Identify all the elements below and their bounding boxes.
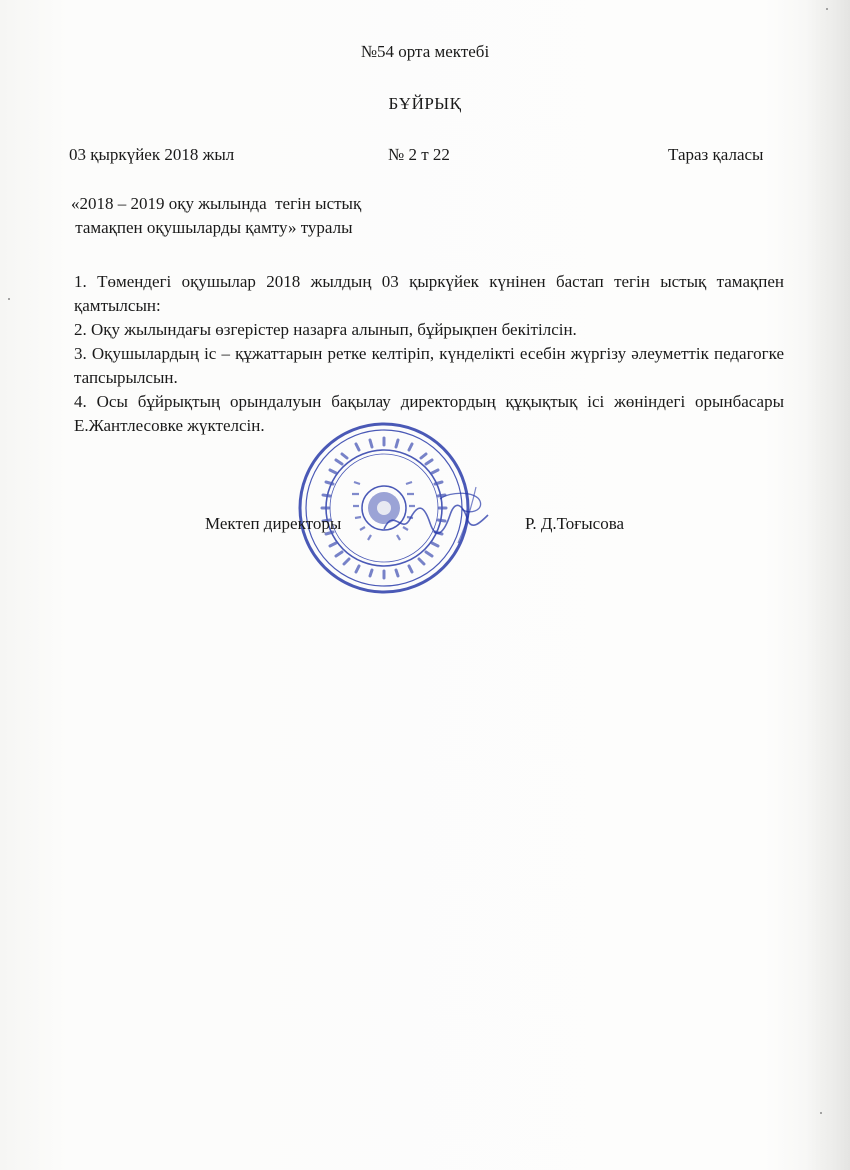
- order-city: Тараз қаласы: [668, 145, 764, 164]
- order-item: 1. Төмендегі оқушылар 2018 жылдың 03 қыркүйек күнінен бастап тегін ыстық тамақпен қамтылсын:: [74, 272, 784, 315]
- subject-line: «2018 – 2019 оқу жылында тегін ыстық: [71, 194, 362, 213]
- order-subject: [71, 192, 361, 240]
- order-item: 2. Оқу жылындағы өзгерістер назарға алынып, бұйрықпен бекітілсін.: [74, 320, 577, 339]
- scan-speck: [826, 8, 828, 10]
- order-item: 4. Осы бұйрықтың орындалуын бақылау директордың құқықтық ісі жөніндегі орынбасары Е.Жантлесовке жүктелсін.: [74, 392, 784, 435]
- order-number: № 2 т 22: [388, 145, 450, 164]
- subject-line: тамақпен оқушыларды қамту» туралы: [71, 218, 353, 237]
- order-body: [74, 270, 784, 438]
- scan-edge-shadow: [806, 0, 850, 1170]
- signature-name: Р. Д.Тоғысова: [525, 514, 625, 533]
- handwritten-signature: [380, 485, 492, 547]
- scan-speck: [8, 298, 10, 300]
- school-name: №54 орта мектебі: [360, 42, 490, 61]
- document-type-title: БҰЙРЫҚ: [388, 94, 462, 113]
- signature-title: Мектеп директоры: [205, 514, 342, 533]
- scan-speck: [820, 1112, 822, 1114]
- order-date: 03 қыркүйек 2018 жыл: [69, 145, 235, 164]
- order-item: 3. Оқушылардың іс – құжаттарын ретке келтіріп, күнделікті есебін жүргізу әлеуметтік педагогке тапсырылсын.: [74, 344, 784, 387]
